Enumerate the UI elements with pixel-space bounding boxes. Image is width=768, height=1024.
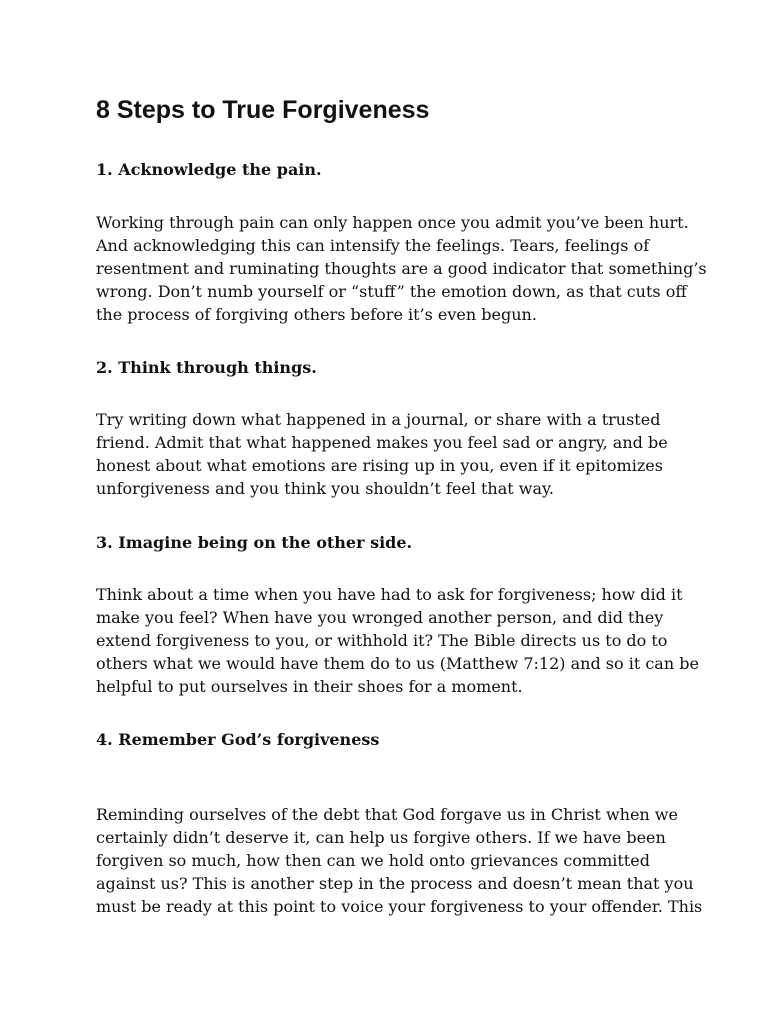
paragraph-line: others what we would have them do to us (Matthew 7:12) and so it can be [96,654,699,673]
paragraph-line: the process of forgiving others before it’s even begun. [96,305,537,324]
paragraph-line: helpful to put ourselves in their shoes for a moment. [96,677,523,696]
paragraph-line: Working through pain can only happen once you admit you’ve been hurt. [96,213,689,232]
paragraph-line: wrong. Don’t numb yourself or “stuff” the emotion down, as that cuts off [96,282,687,301]
paragraph-line: forgiven so much, how then can we hold onto grievances committed [96,851,650,870]
paragraph-line: honest about what emotions are rising up in you, even if it epitomizes [96,456,663,475]
paragraph-line: extend forgiveness to you, or withhold it? The Bible directs us to do to [96,631,668,650]
paragraph-line: And acknowledging this can intensify the feelings. Tears, feelings of [96,236,650,255]
section-paragraph-1 [96,211,707,326]
paragraph-line: Reminding ourselves of the debt that God forgave us in Christ when we [96,805,678,824]
paragraph-line: make you feel? When have you wronged another person, and did they [96,608,664,627]
section-heading-2: 2. Think through things. [96,358,317,377]
section-paragraph-2 [96,408,686,500]
document-title: 8 Steps to True Forgiveness [96,96,430,124]
section-paragraph-4 [96,803,703,918]
paragraph-line: friend. Admit that what happened makes you feel sad or angry, and be [96,433,668,452]
paragraph-line: certainly didn’t deserve it, can help us forgive others. If we have been [96,828,666,847]
paragraph-line: resentment and ruminating thoughts are a good indicator that something’s [96,259,707,278]
paragraph-line: must be ready at this point to voice your forgiveness to your offender. This [96,897,703,916]
section-heading-1: 1. Acknowledge the pain. [96,160,322,179]
section-paragraph-3 [96,583,699,698]
paragraph-line: unforgiveness and you think you shouldn’t feel that way. [96,479,554,498]
paragraph-line: Think about a time when you have had to ask for forgiveness; how did it [96,585,683,604]
section-heading-4: 4. Remember God’s forgiveness [96,730,380,749]
section-heading-3: 3. Imagine being on the other side. [96,533,413,552]
paragraph-line: Try writing down what happened in a journal, or share with a trusted [96,410,661,429]
paragraph-line: against us? This is another step in the process and doesn’t mean that you [96,874,694,893]
